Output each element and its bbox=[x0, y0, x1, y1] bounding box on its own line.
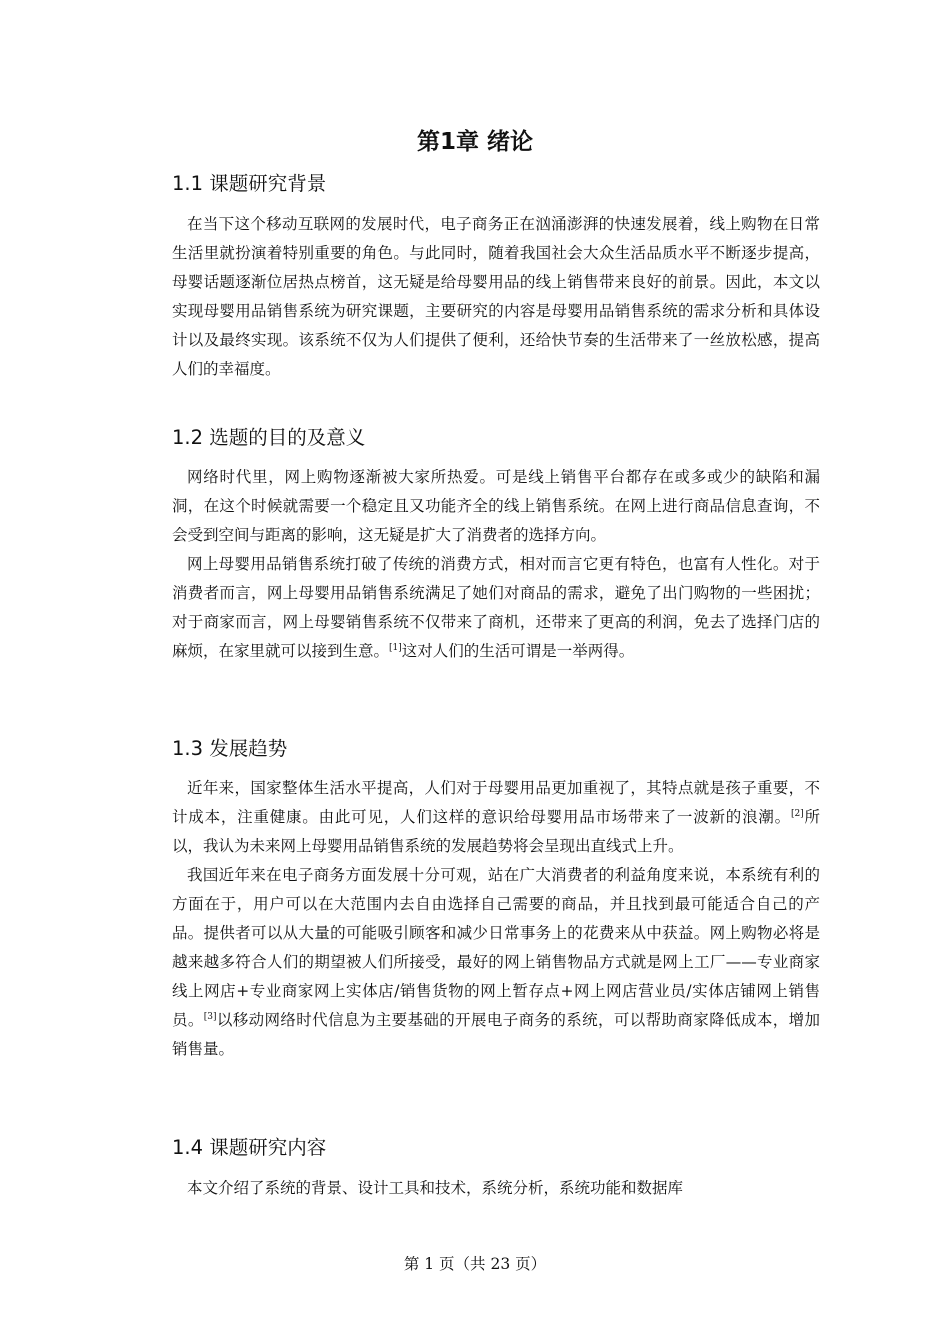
paragraph bbox=[172, 774, 820, 861]
page-footer: 第 1 页（共 23 页） bbox=[403, 1255, 547, 1273]
paragraph-text: 以移动网络时代信息为主要基础的开展电子商务的系统，可以帮助商家降低成本，增加销售量。 bbox=[172, 1011, 820, 1058]
section-body-1-2 bbox=[172, 463, 820, 666]
paragraph-text: 这对人们的生活可谓是一举两得。 bbox=[401, 642, 635, 660]
paragraph-text: 我国近年来在电子商务方面发展十分可观，站在广大消费者的利益角度来说，本系统有利的方面在于，用户可以在大范围内去自由选择自己需要的商品，并且找到最可能适合自己的产品。提供者可以从大量的可能吸引顾客和减少日常事务上的花费来从中获益。网上购物必将是越来越多符合人们的期望被人们所接受，最好的网上销售物品方式就是网上工厂——专业商家线上网店+专业商家网上实体店/销售货物的网上暂存点+网上网店营业员/实体店铺网上销售员。 bbox=[172, 866, 820, 1029]
paragraph bbox=[172, 550, 820, 666]
citation-3: [3] bbox=[203, 1012, 217, 1022]
section-body-1-4 bbox=[172, 1174, 820, 1203]
paragraph: 网络时代里，网上购物逐渐被大家所热爱。可是线上销售平台都存在或多或少的缺陷和漏洞，在这个时候就需要一个稳定且又功能齐全的线上销售系统。在网上进行商品信息查询，不会受到空间与距离的影响，这无疑是扩大了消费者的选择方向。 bbox=[172, 468, 820, 544]
paragraph: 本文介绍了系统的背景、设计工具和技术，系统分析，系统功能和数据库 bbox=[187, 1179, 684, 1197]
section-body-1-1 bbox=[172, 210, 820, 384]
citation-2: [2] bbox=[790, 809, 804, 819]
section-heading-1-1: 1.1 课题研究背景 bbox=[172, 172, 327, 195]
section-heading-1-3: 1.3 发展趋势 bbox=[172, 737, 288, 760]
paragraph: 在当下这个移动互联网的发展时代，电子商务正在汹涌澎湃的快速发展着，线上购物在日常生活里就扮演着特别重要的角色。与此同时，随着我国社会大众生活品质水平不断逐步提高，母婴话题逐渐位居热点榜首，这无疑是给母婴用品的线上销售带来良好的前景。因此，本文以实现母婴用品销售系统为研究课题，主要研究的内容是母婴用品销售系统的需求分析和具体设计以及最终实现。该系统不仅为人们提供了便利，还给快节奏的生活带来了一丝放松感，提高人们的幸福度。 bbox=[172, 215, 820, 378]
section-heading-1-2: 1.2 选题的目的及意义 bbox=[172, 426, 366, 449]
paragraph-text: 所以，我认为未来网上母婴用品销售系统的发展趋势将会呈现出直线式上升。 bbox=[172, 808, 820, 855]
paragraph-text: 近年来，国家整体生活水平提高，人们对于母婴用品更加重视了，其特点就是孩子重要，不计成本，注重健康。由此可见，人们这样的意识给母婴用品市场带来了一波新的浪潮。 bbox=[172, 779, 820, 826]
paragraph bbox=[172, 861, 820, 1064]
section-body-1-3 bbox=[172, 774, 820, 1064]
section-heading-1-4: 1.4 课题研究内容 bbox=[172, 1136, 327, 1159]
paragraph-text: 网上母婴用品销售系统打破了传统的消费方式，相对而言它更有特色，也富有人性化。对于消费者而言，网上母婴用品销售系统满足了她们对商品的需求，避免了出门购物的一些困扰；对于商家而言，网上母婴销售系统不仅带来了商机，还带来了更高的利润，免去了选择门店的麻烦，在家里就可以接到生意。 bbox=[172, 555, 820, 660]
chapter-title: 第1章 绪论 bbox=[416, 129, 533, 155]
citation-1: [1] bbox=[389, 643, 402, 653]
